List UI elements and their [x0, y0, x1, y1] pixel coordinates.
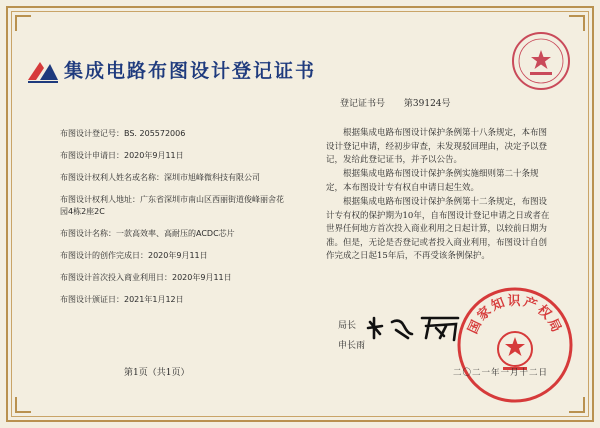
issue-date: 二〇二一年一月十二日	[453, 368, 549, 378]
field-issue-date	[60, 294, 290, 306]
field-owner-name	[60, 172, 290, 184]
corner-ornament	[569, 15, 585, 31]
field-label: 布图设计登记号：	[60, 129, 124, 138]
body-paragraph-3: 根据集成电路布图设计保护条例第十二条规定，布图设计专有权的保护期为10年，自布图设计登记申请之日或者在世界任何地方首次投入商业利用之日起计算，以较前日期为准。但是，无论是否登记或者投入商业利用，布图设计自创作完成之日起15年后，不再受该条例保护。	[326, 197, 550, 261]
body-paragraph-2: 根据集成电路布图设计保护条例实施细则第二十条规定，本布图设计专有权自申请日起生效。	[326, 169, 539, 193]
field-value: 广东省深圳市南山区西丽街道俊峰丽舍花园4栋2座2C	[60, 195, 284, 216]
field-creation-date	[60, 250, 290, 262]
certificate-fields	[60, 128, 290, 316]
field-value: 2021年1月12日	[124, 295, 184, 304]
page-number: 第1页（共1页）	[124, 368, 190, 378]
registration-number-row	[340, 96, 451, 109]
field-value: BS. 205572006	[124, 129, 186, 138]
field-value: 2020年9月11日	[148, 251, 208, 260]
body-paragraph-1: 根据集成电路布图设计保护条例第十八条规定，本布图设计登记申请，经初步审查，未发现驳回理由，决定予以登记，发给此登记证书，并予以公告。	[326, 128, 548, 165]
field-label: 布图设计首次投入商业利用日：	[60, 273, 172, 282]
ip-office-logo-icon	[26, 58, 60, 84]
field-value: 深圳市旭峰微科技有限公司	[164, 173, 260, 182]
signatory-title: 局长	[338, 321, 357, 331]
field-label: 布图设计权利人地址：	[60, 195, 140, 204]
handwritten-signature	[360, 308, 470, 344]
official-red-seal	[455, 285, 575, 405]
field-label: 布图设计名称：	[60, 229, 116, 238]
field-label: 布图设计申请日：	[60, 151, 124, 160]
registration-number-value: 第39124号	[403, 99, 451, 109]
field-owner-address	[60, 194, 290, 218]
corner-ornament	[15, 397, 31, 413]
seal-text: 国家知识产权局	[465, 294, 565, 337]
field-value: 一款高效率、高耐压的ACDC芯片	[116, 229, 235, 238]
field-label: 布图设计颁证日：	[60, 295, 124, 304]
registration-number-label: 登记证书号	[340, 99, 386, 109]
small-red-seal	[510, 30, 572, 92]
field-label: 布图设计的创作完成日：	[60, 251, 148, 260]
field-value: 2020年9月11日	[124, 151, 184, 160]
corner-ornament	[15, 15, 31, 31]
field-value: 2020年9月11日	[172, 273, 232, 282]
field-design-name	[60, 228, 290, 240]
certificate-title: 集成电路布图设计登记证书	[64, 60, 317, 82]
field-commercial-date	[60, 272, 290, 284]
field-label: 布图设计权利人姓名或名称：	[60, 173, 164, 182]
field-application-date	[60, 150, 290, 162]
field-registration-no	[60, 128, 290, 140]
signatory-name: 申长雨	[338, 341, 366, 351]
